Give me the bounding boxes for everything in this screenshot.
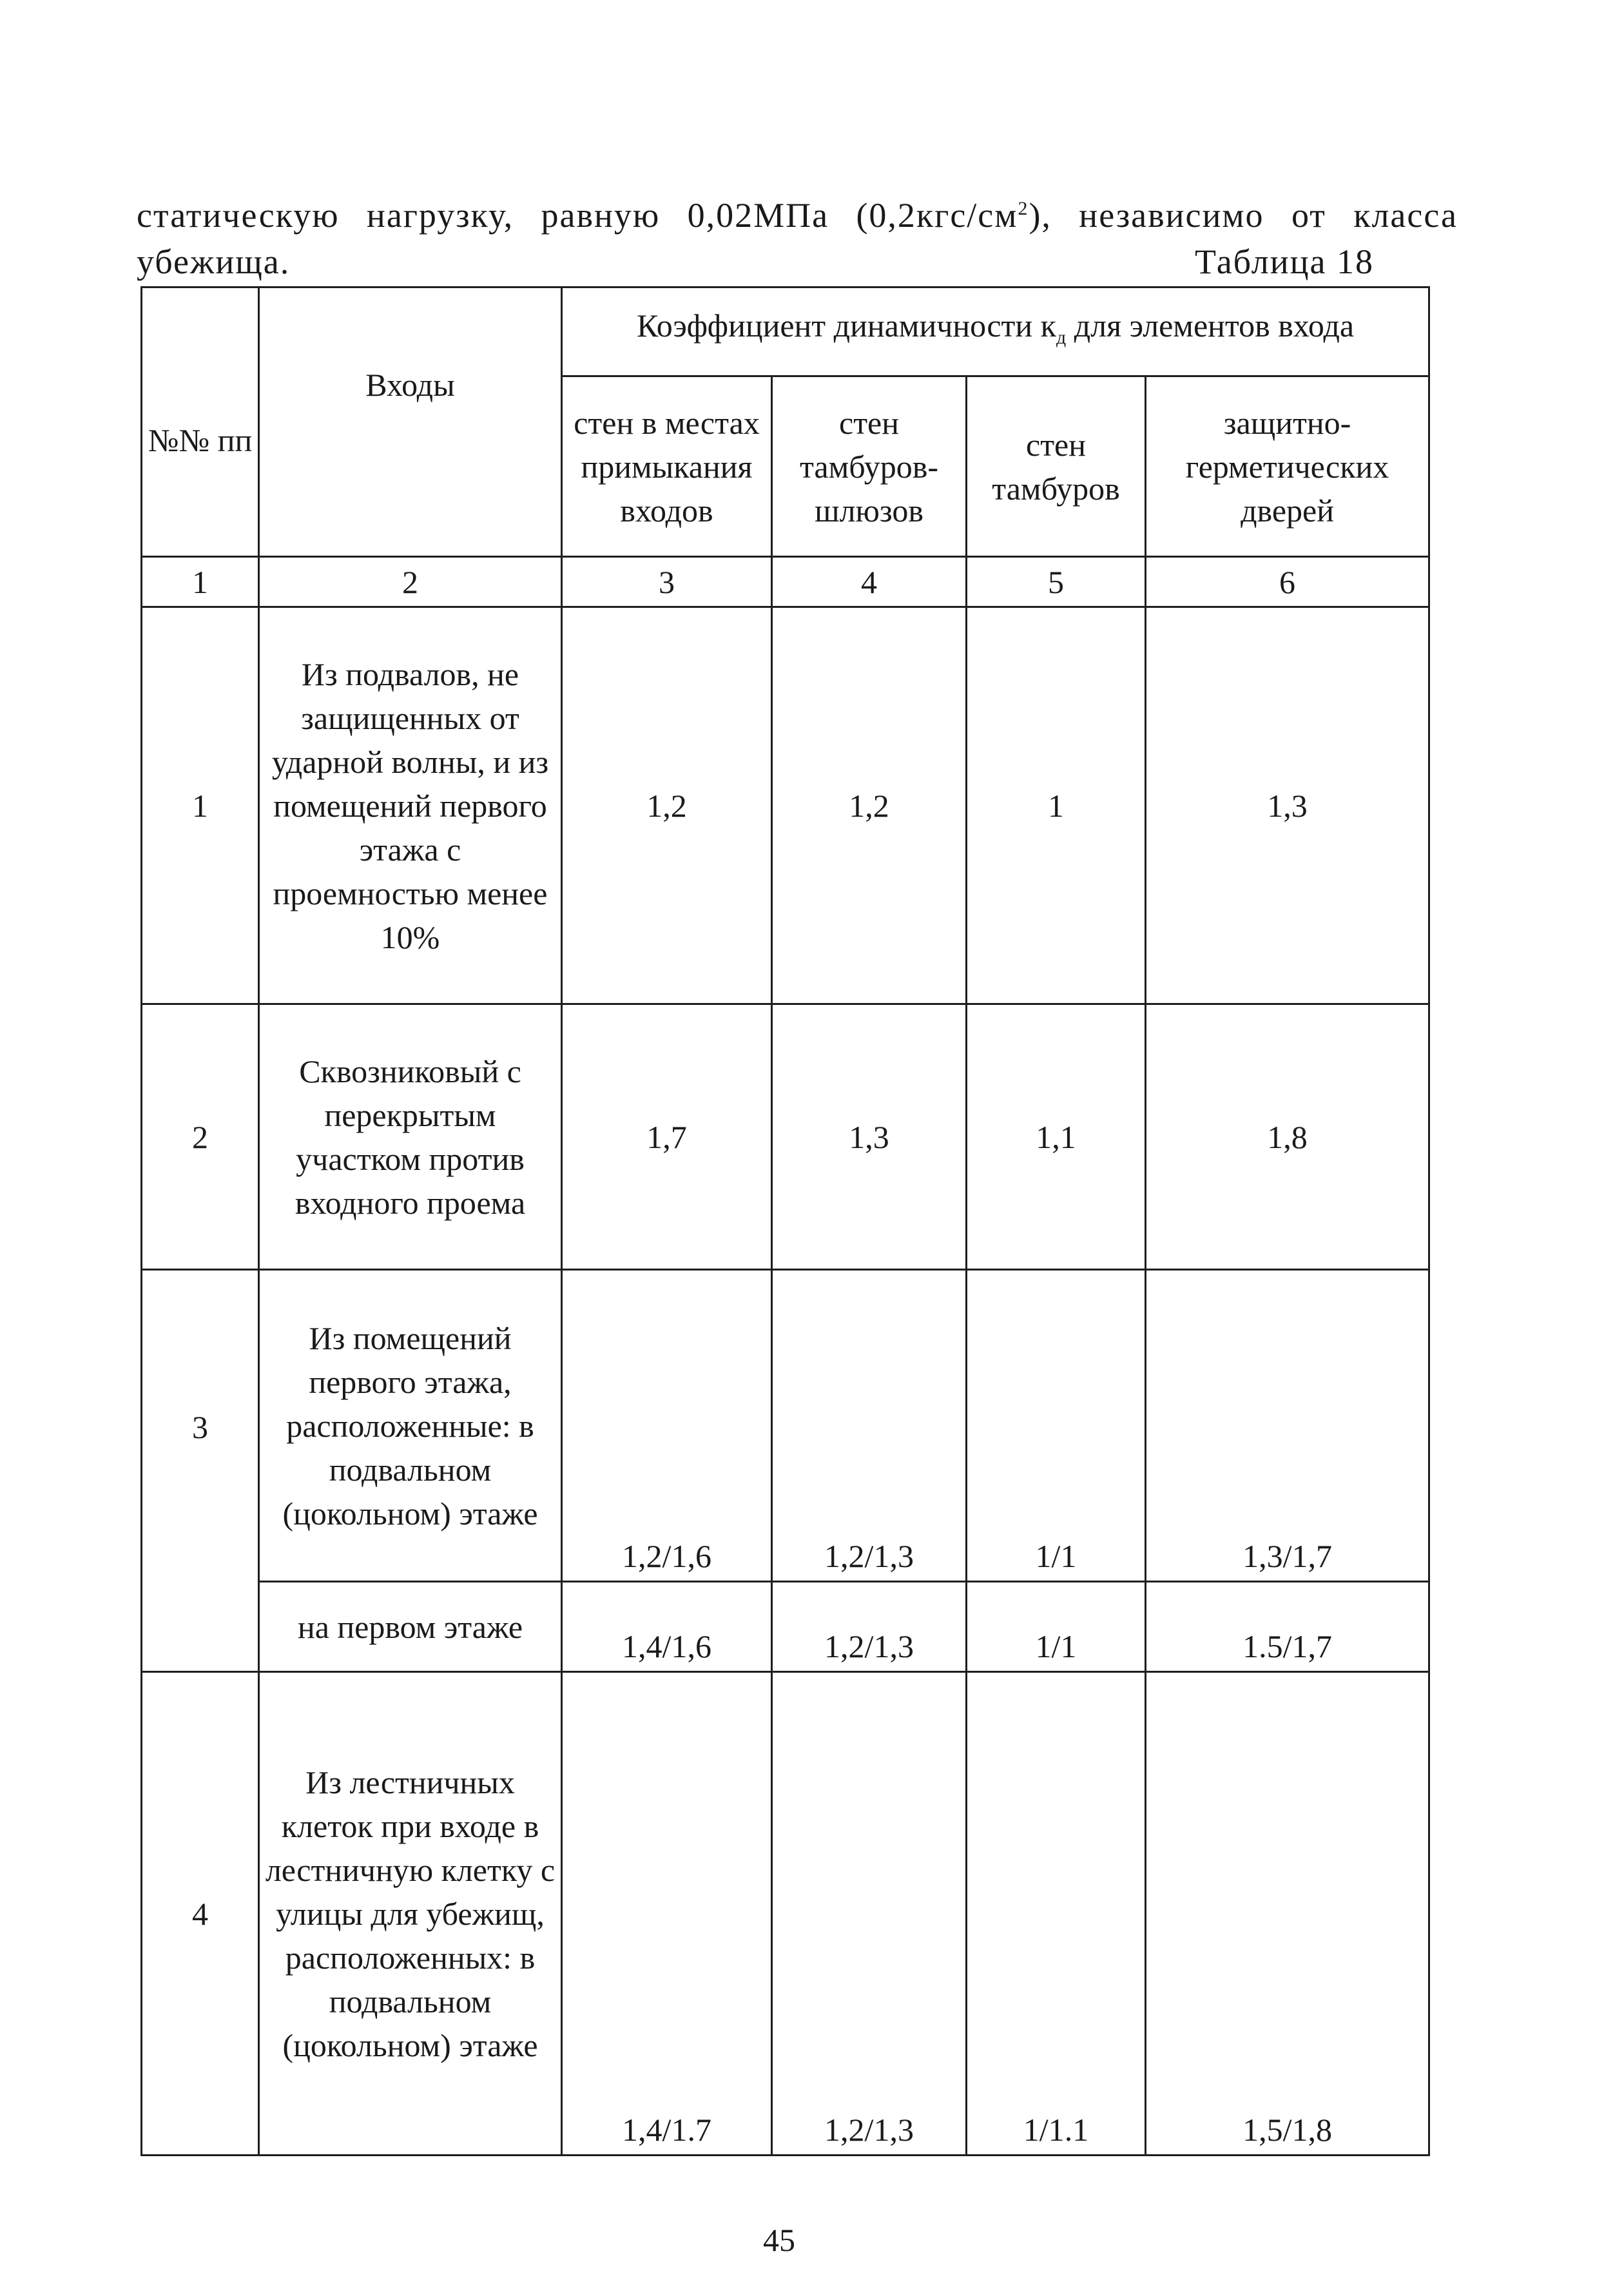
entry-name: Из лестничных клеток при входе в лестничную клетку с улицы для убежищ, расположенных: в подвальном (цокольном) этаже	[259, 1672, 562, 2156]
row-number: 2	[142, 1004, 259, 1270]
value-cell: 1,4/1,6	[562, 1582, 772, 1672]
value-cell: 1,4/1.7	[562, 1672, 772, 2156]
entry-name: Из помещений первого этажа, расположенные: в подвальном (цокольном) этаже	[259, 1270, 562, 1582]
column-number-row	[142, 557, 1429, 607]
value-cell: 1/1.1	[967, 1672, 1146, 2156]
column-number: 1	[142, 557, 259, 607]
value-cell: 1,5/1,8	[1146, 1672, 1429, 2156]
value-cell: 1,2/1,3	[772, 1672, 967, 2156]
row-number: 3	[142, 1270, 259, 1672]
col-no-header: №№ пп	[142, 287, 259, 557]
table-row	[142, 1004, 1429, 1270]
dynamic-coefficient-table	[140, 286, 1430, 2156]
value-cell: 1,1	[967, 1004, 1146, 1270]
value-cell: 1,2	[772, 607, 967, 1004]
row-number: 4	[142, 1672, 259, 2156]
value-cell: 1,3/1,7	[1146, 1270, 1429, 1582]
value-cell: 1,3	[1146, 607, 1429, 1004]
value-cell: 1,2	[562, 607, 772, 1004]
value-cell: 1/1	[967, 1582, 1146, 1672]
sub-header: защитно-герметических дверей	[1146, 376, 1429, 557]
value-cell: 1,8	[1146, 1004, 1429, 1270]
value-cell: 1,3	[772, 1004, 967, 1270]
intro-word: независимо	[1079, 196, 1264, 235]
sub-header: стен тамбуров-шлюзов	[772, 376, 967, 557]
intro-word: класса	[1353, 196, 1458, 235]
entry-name: Из подвалов, не защищенных от ударной волны, и из помещений первого этажа с проемностью менее 10%	[259, 607, 562, 1004]
intro-line-2	[137, 239, 1374, 285]
value-cell: 1.5/1,7	[1146, 1582, 1429, 1672]
table-row	[142, 607, 1429, 1004]
table-row	[142, 1270, 1429, 1582]
group-header: Коэффициент динамичности $к_д$ для элементов входа	[562, 287, 1429, 376]
row-number: 1	[142, 607, 259, 1004]
intro-word: статическую	[137, 196, 340, 235]
value-cell: 1	[967, 607, 1146, 1004]
table-row	[142, 1672, 1429, 2156]
intro-unit: $(0,2кгс/см^2)$,	[856, 196, 1052, 235]
column-number: 4	[772, 557, 967, 607]
table-caption: Таблица 18	[1195, 242, 1374, 281]
intro-line-1	[137, 192, 1458, 239]
sub-header: стен в местах примыкания входов	[562, 376, 772, 557]
value-cell: 1,2/1,6	[562, 1270, 772, 1582]
value-cell: 1,2/1,3	[772, 1270, 967, 1582]
column-number: 6	[1146, 557, 1429, 607]
intro-word: убежища.	[137, 242, 291, 281]
column-number: 3	[562, 557, 772, 607]
value-cell: 1/1	[967, 1270, 1146, 1582]
intro-word: 0,02МПа	[687, 196, 829, 235]
header-row-1	[142, 287, 1429, 376]
intro-word: от	[1291, 196, 1326, 235]
col-entries-header: Входы	[259, 287, 562, 557]
sub-header: стен тамбуров	[967, 376, 1146, 557]
intro-word: равную	[541, 196, 661, 235]
intro-paragraph	[137, 192, 1458, 285]
entry-name: на первом этаже	[259, 1582, 562, 1672]
value-cell: 1,7	[562, 1004, 772, 1270]
intro-word: нагрузку,	[366, 196, 514, 235]
value-cell: 1,2/1,3	[772, 1582, 967, 1672]
column-number: 5	[967, 557, 1146, 607]
table-row	[142, 1582, 1429, 1672]
column-number: 2	[259, 557, 562, 607]
entry-name: Сквозниковый с перекрытым участком против входного проема	[259, 1004, 562, 1270]
page-number: 45	[763, 2222, 795, 2258]
